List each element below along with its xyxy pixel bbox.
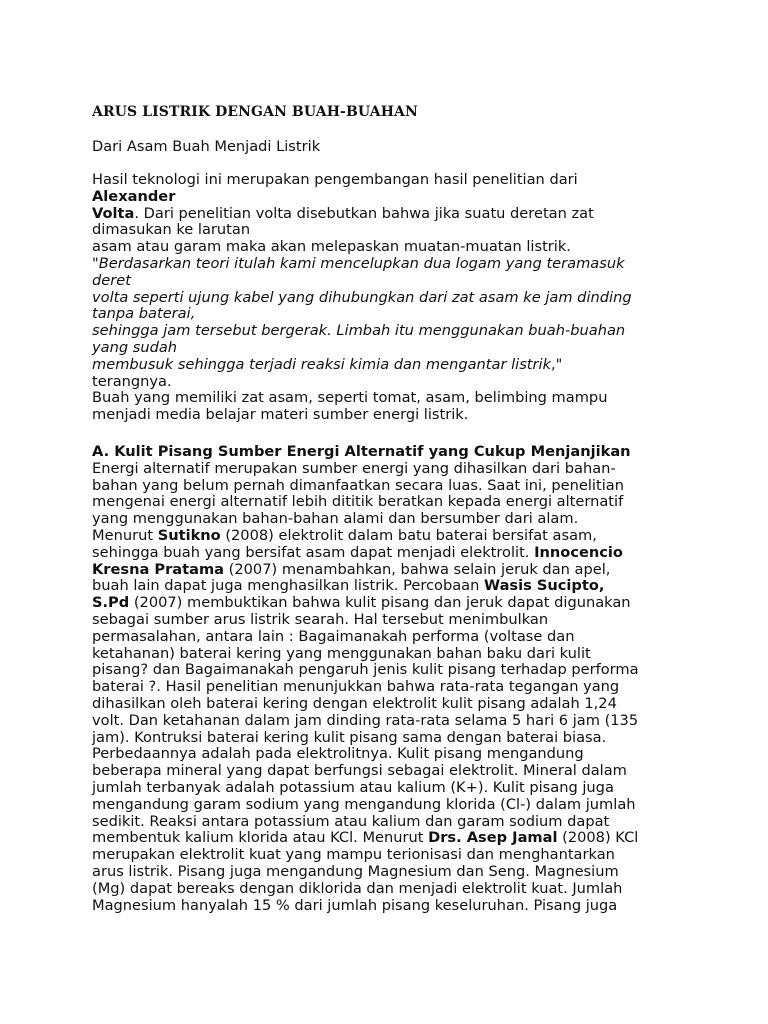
text-line	[92, 494, 732, 511]
text-run: pisang? dan Bagaimanakah pengaruh jenis kulit pisang terhadap performa	[92, 661, 639, 679]
text-run: Perbedaannya adalah pada elektrolitnya. Kulit pisang mengandung	[92, 745, 584, 763]
text-line	[92, 629, 732, 646]
text-line	[92, 814, 732, 831]
italic-text: sehingga jam tersebut bergerak. Limbah itu menggunakan buah-buahan	[92, 322, 626, 340]
text-line	[92, 528, 732, 545]
italic-text: tanpa baterai,	[92, 305, 196, 323]
text-line	[92, 679, 732, 696]
document-subtitle: Dari Asam Buah Menjadi Listrik	[92, 138, 321, 155]
text-line	[92, 545, 732, 562]
text-run: sebagai sumber arus listrik searah. Hal tersebut menimbulkan	[92, 610, 549, 628]
text-line	[92, 478, 732, 495]
bold-text: Kresna Pratama	[92, 560, 225, 578]
text-line	[92, 340, 732, 357]
bold-text: A. Kulit Pisang Sumber Energi Alternatif yang Cukup Menjanjikan	[92, 443, 631, 460]
text-run: buah lain dapat juga menghasilkan listrik. Percobaan	[92, 577, 484, 595]
text-line	[92, 256, 732, 273]
italic-text: yang sudah	[92, 338, 178, 356]
text-run: dihasilkan oleh baterai kering dengan elektrolit kulit pisang adalah 1,24	[92, 694, 617, 712]
text-line	[92, 273, 732, 290]
text-run: yang menggunakan bahan-bahan alami dan bersumber dari alam.	[92, 510, 579, 528]
text-run: Magnesium hanyalah 15 % dari jumlah pisang keseluruhan. Pisang juga	[92, 896, 618, 914]
text-run: dimasukan ke larutan	[92, 221, 251, 239]
text-line	[92, 239, 732, 256]
bold-text: Wasis Sucipto,	[484, 577, 605, 595]
text-line	[92, 830, 732, 847]
text-run: (2008) elektrolit dalam batu baterai bersifat asam,	[220, 526, 597, 544]
text-line	[92, 206, 732, 223]
text-line	[92, 864, 732, 881]
text-run: jam). Kontruksi baterai kering kulit pisang sama dengan baterai biasa.	[92, 728, 607, 746]
text-line	[92, 847, 732, 864]
text-line	[92, 374, 732, 391]
text-line	[92, 390, 732, 407]
text-line	[92, 780, 732, 797]
italic-text: volta seperti ujung kabel yang dihubungkan dari zat asam ke jam dinding	[92, 288, 632, 306]
text-run: Menurut	[92, 526, 158, 544]
text-run: beberapa mineral yang dapat berfungsi sebagai elektrolit. Mineral dalam	[92, 762, 627, 780]
text-line	[92, 407, 732, 424]
text-run: baterai ?. Hasil penelitian menunjukkan bahwa rata-rata tegangan yang	[92, 678, 620, 696]
text-run: ,"	[551, 355, 563, 373]
text-line	[92, 646, 732, 663]
text-run: menjadi media belajar materi sumber energi listrik.	[92, 406, 469, 424]
text-line	[92, 797, 732, 814]
text-line	[92, 306, 732, 323]
document-title: ARUS LISTRIK DENGAN BUAH-BUAHAN	[92, 104, 418, 120]
text-run: sedikit. Reaksi antara potassium atau kalium dan garam sodium dapat	[92, 812, 610, 830]
text-run: . Dari penelitian volta disebutkan bahwa jika suatu deretan zat	[134, 204, 594, 222]
intro-paragraph	[92, 172, 732, 424]
text-run: (2007) menambahkan, bahwa selain jeruk dan apel,	[224, 560, 611, 578]
bold-text: Sutikno	[157, 526, 221, 544]
text-line	[92, 730, 732, 747]
text-run: volt. Dan ketahanan dalam jam dinding rata-rata selama 5 hari 6 jam (135	[92, 711, 639, 729]
text-line	[92, 444, 732, 461]
bold-text: Volta	[92, 204, 135, 222]
text-line	[92, 511, 732, 528]
text-line	[92, 746, 732, 763]
text-line	[92, 357, 732, 374]
text-line	[92, 881, 732, 898]
bold-text: Drs. Asep Jamal	[428, 829, 558, 847]
bold-text: S.Pd	[92, 594, 130, 612]
text-line	[92, 662, 732, 679]
text-line	[92, 290, 732, 307]
text-run: arus listrik. Pisang juga mengandung Magnesium dan Seng. Magnesium	[92, 862, 619, 880]
text-run: Hasil teknologi ini merupakan pengembangan hasil penelitian dari	[92, 171, 578, 188]
text-line	[92, 461, 732, 478]
text-run: mengenai energi alternatif lebih dititik beratkan kepada energi alternatif	[92, 493, 624, 511]
text-line	[92, 323, 732, 340]
bold-text: Alexander	[92, 187, 176, 205]
text-run: (2007) membuktikan bahwa kulit pisang dan jeruk dapat digunakan	[129, 594, 631, 612]
text-line	[92, 763, 732, 780]
text-run: bahan yang belum pernah dimanfaatkan secara luas. Saat ini, penelitian	[92, 476, 624, 494]
italic-text: membusuk sehingga terjadi reaksi kimia dan mengantar listrik	[92, 355, 552, 373]
text-run: terangnya.	[92, 372, 172, 390]
text-run: sehingga buah yang bersifat asam dapat menjadi elektrolit.	[92, 543, 535, 561]
bold-text: Innocencio	[534, 543, 623, 561]
text-line	[92, 713, 732, 730]
text-line	[92, 172, 732, 189]
text-line	[92, 222, 732, 239]
text-run: Buah yang memiliki zat asam, seperti tomat, asam, belimbing mampu	[92, 389, 608, 407]
italic-text: "Berdasarkan teori itulah kami mencelupkan dua logam yang teramasuk	[92, 254, 625, 272]
text-line	[92, 578, 732, 595]
text-run: permasalahan, antara lain : Bagaimanakah performa (voltase dan	[92, 627, 575, 645]
body-paragraph	[92, 444, 732, 914]
italic-text: deret	[92, 271, 131, 289]
text-line	[92, 562, 732, 579]
text-line	[92, 696, 732, 713]
text-line	[92, 189, 732, 206]
text-run: membentuk kalium klorida atau KCl. Menurut	[92, 829, 429, 847]
text-line	[92, 595, 732, 612]
text-run: mengandung garam sodium yang mengandung klorida (Cl-) dalam jumlah	[92, 795, 636, 813]
text-run: (Mg) dapat bereaks dengan diklorida dan menjadi elektrolit kuat. Jumlah	[92, 879, 623, 897]
text-run: Energi alternatif merupakan sumber energi yang dihasilkan dari bahan-	[92, 459, 616, 477]
text-line	[92, 612, 732, 629]
text-run: ketahanan) baterai kering yang menggunakan bahan baku dari kulit	[92, 644, 591, 662]
text-run: jumlah terbanyak adalah potassium atau kalium (K+). Kulit pisang juga	[92, 778, 614, 796]
text-run: (2008) KCl	[557, 829, 639, 847]
text-run: asam atau garam maka akan melepaskan muatan-muatan listrik.	[92, 238, 571, 256]
text-run: merupakan elektrolit kuat yang mampu terionisasi dan menghantarkan	[92, 846, 615, 864]
text-line	[92, 898, 732, 915]
